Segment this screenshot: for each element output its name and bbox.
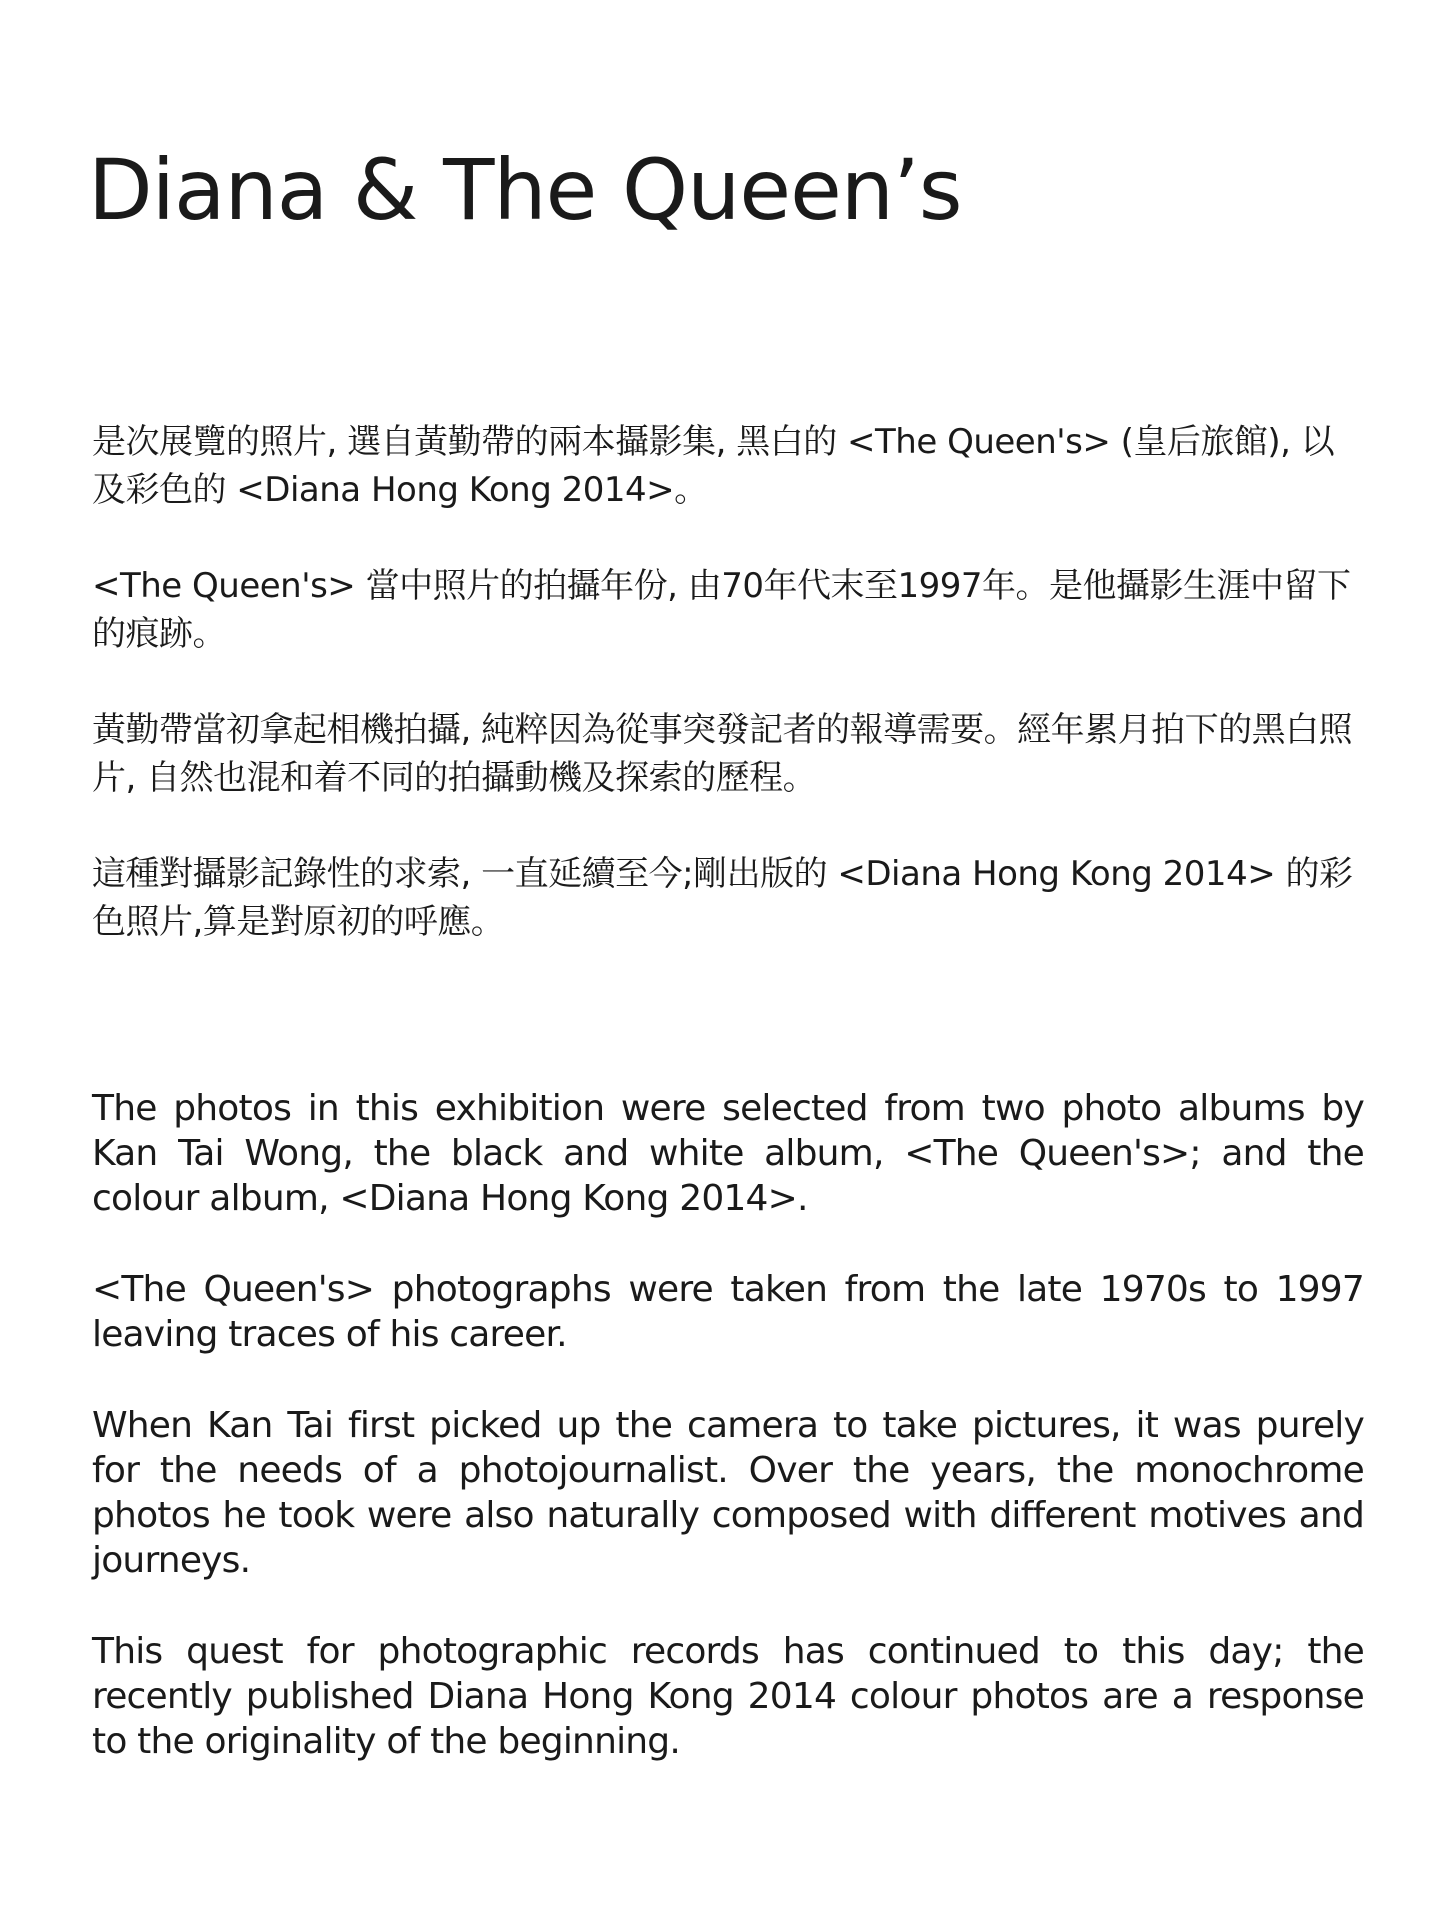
chinese-text-section [92,418,1364,994]
english-paragraph-3: When Kan Tai first picked up the camera to take pictures, it was purely for the needs of a photojournalist. Over the years, the monochrome photos he took were also naturally composed with different motives and journeys. [92,1405,1364,1581]
english-paragraph-4: This quest for photographic records has continued to this day; the recently published Diana Hong Kong 2014 colour photos are a response to the originality of the beginning. [92,1631,1364,1762]
english-paragraph-2: <The Queen's> photographs were taken from the late 1970s to 1997 leaving traces of his career. [92,1269,1364,1355]
page-title: Diana & The Queen’s [88,141,962,239]
english-text-section [92,1086,1364,1810]
chinese-paragraph-2: <The Queen's> 當中照片的拍攝年份, 由70年代末至1997年。是他攝影生涯中留下的痕跡。 [92,566,1351,654]
chinese-paragraph-3: 黃勤帶當初拿起相機拍攝, 純粹因為從事突發記者的報導需要。經年累月拍下的黑白照片, 自然也混和着不同的拍攝動機及探索的歷程。 [92,710,1353,798]
chinese-paragraph-1: 是次展覽的照片, 選自黃勤帶的兩本攝影集, 黑白的 <The Queen's> (皇后旅館), 以及彩色的 <Diana Hong Kong 2014>。 [92,422,1335,510]
chinese-paragraph-4: 這種對攝影記錄性的求索, 一直延續至今;剛出版的 <Diana Hong Kong 2014> 的彩色照片,算是對原初的呼應。 [92,854,1353,942]
english-paragraph-1: The photos in this exhibition were selected from two photo albums by Kan Tai Wong, the black and white album, <The Queen's>; and the colour album, <Diana Hong Kong 2014>. [92,1088,1364,1219]
